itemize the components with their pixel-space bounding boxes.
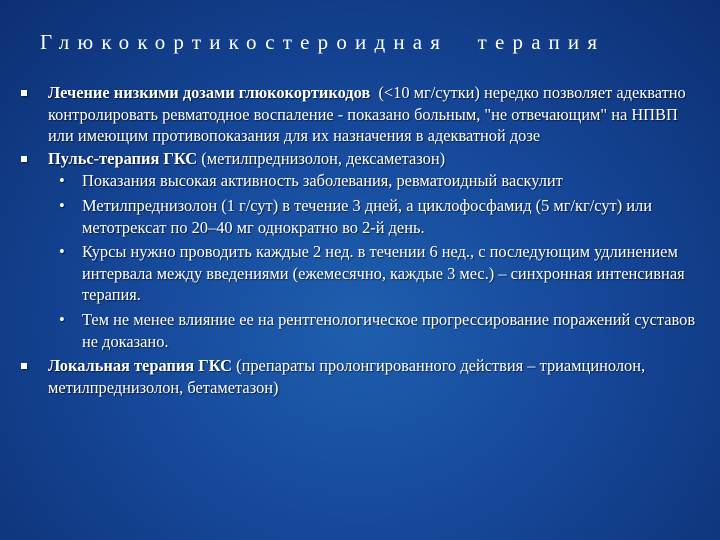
bullet-item — [48, 82, 700, 147]
bullet-bold-text: Лечение низкими дозами глюкокортикодов — [48, 83, 371, 102]
sub-bullet-item — [48, 170, 700, 192]
dot-bullet-icon: • — [59, 242, 65, 262]
bullet-text: (<10 мг/сутки) нередко позволяет адекватно контролировать ревматодное воспаление - показано больным, "не отвечающим" на НПВП или имеющим противопоказания для их назначения в адекватной дозе — [48, 83, 690, 146]
sub-bullet-item — [48, 309, 700, 352]
square-bullet-icon — [21, 90, 27, 96]
dot-bullet-icon: • — [59, 195, 65, 215]
bullet-item — [48, 355, 700, 398]
sub-bullet-list — [48, 170, 700, 352]
square-bullet-icon — [21, 363, 27, 369]
sub-bullet-item — [48, 241, 700, 306]
bullet-item — [48, 148, 700, 352]
dot-bullet-icon: • — [59, 171, 65, 191]
sub-bullet-text: Курсы нужно проводить каждые 2 нед. в течении 6 нед., с последующим удлинением интервала между введениями (ежемесячно, каждые 3 мес.) – синхронная интенсивная терапия. — [82, 242, 685, 305]
sub-bullet-text: Показания высокая активность заболевания, ревматоидный васкулит — [82, 171, 563, 191]
bullet-text: (препараты пролонгированного действия – триамцинолон, метилпреднизолон, бетаметазон) — [48, 356, 646, 397]
bullet-bold-text: Пульс-терапия ГКС — [48, 148, 198, 168]
sub-bullet-text: Тем не менее влияние ее на рентгенологическое прогрессирование поражений суставов не доказано. — [82, 309, 696, 351]
slide-title: Глюкокортикостероидная терапия — [40, 30, 606, 54]
bullet-bold-text: Локальная терапия ГКС — [48, 356, 233, 376]
bullet-text: (метилпреднизолон, дексаметазон) — [197, 148, 446, 168]
slide-content — [48, 82, 700, 399]
sub-bullet-item — [48, 195, 700, 238]
sub-bullet-text: Метилпреднизолон (1 г/сут) в течение 3 дней, а циклофосфамид (5 мг/кг/сут) или метотрексат по 20–40 мг однократно во 2-й день. — [82, 195, 652, 237]
square-bullet-icon — [21, 156, 27, 162]
dot-bullet-icon: • — [59, 309, 65, 329]
